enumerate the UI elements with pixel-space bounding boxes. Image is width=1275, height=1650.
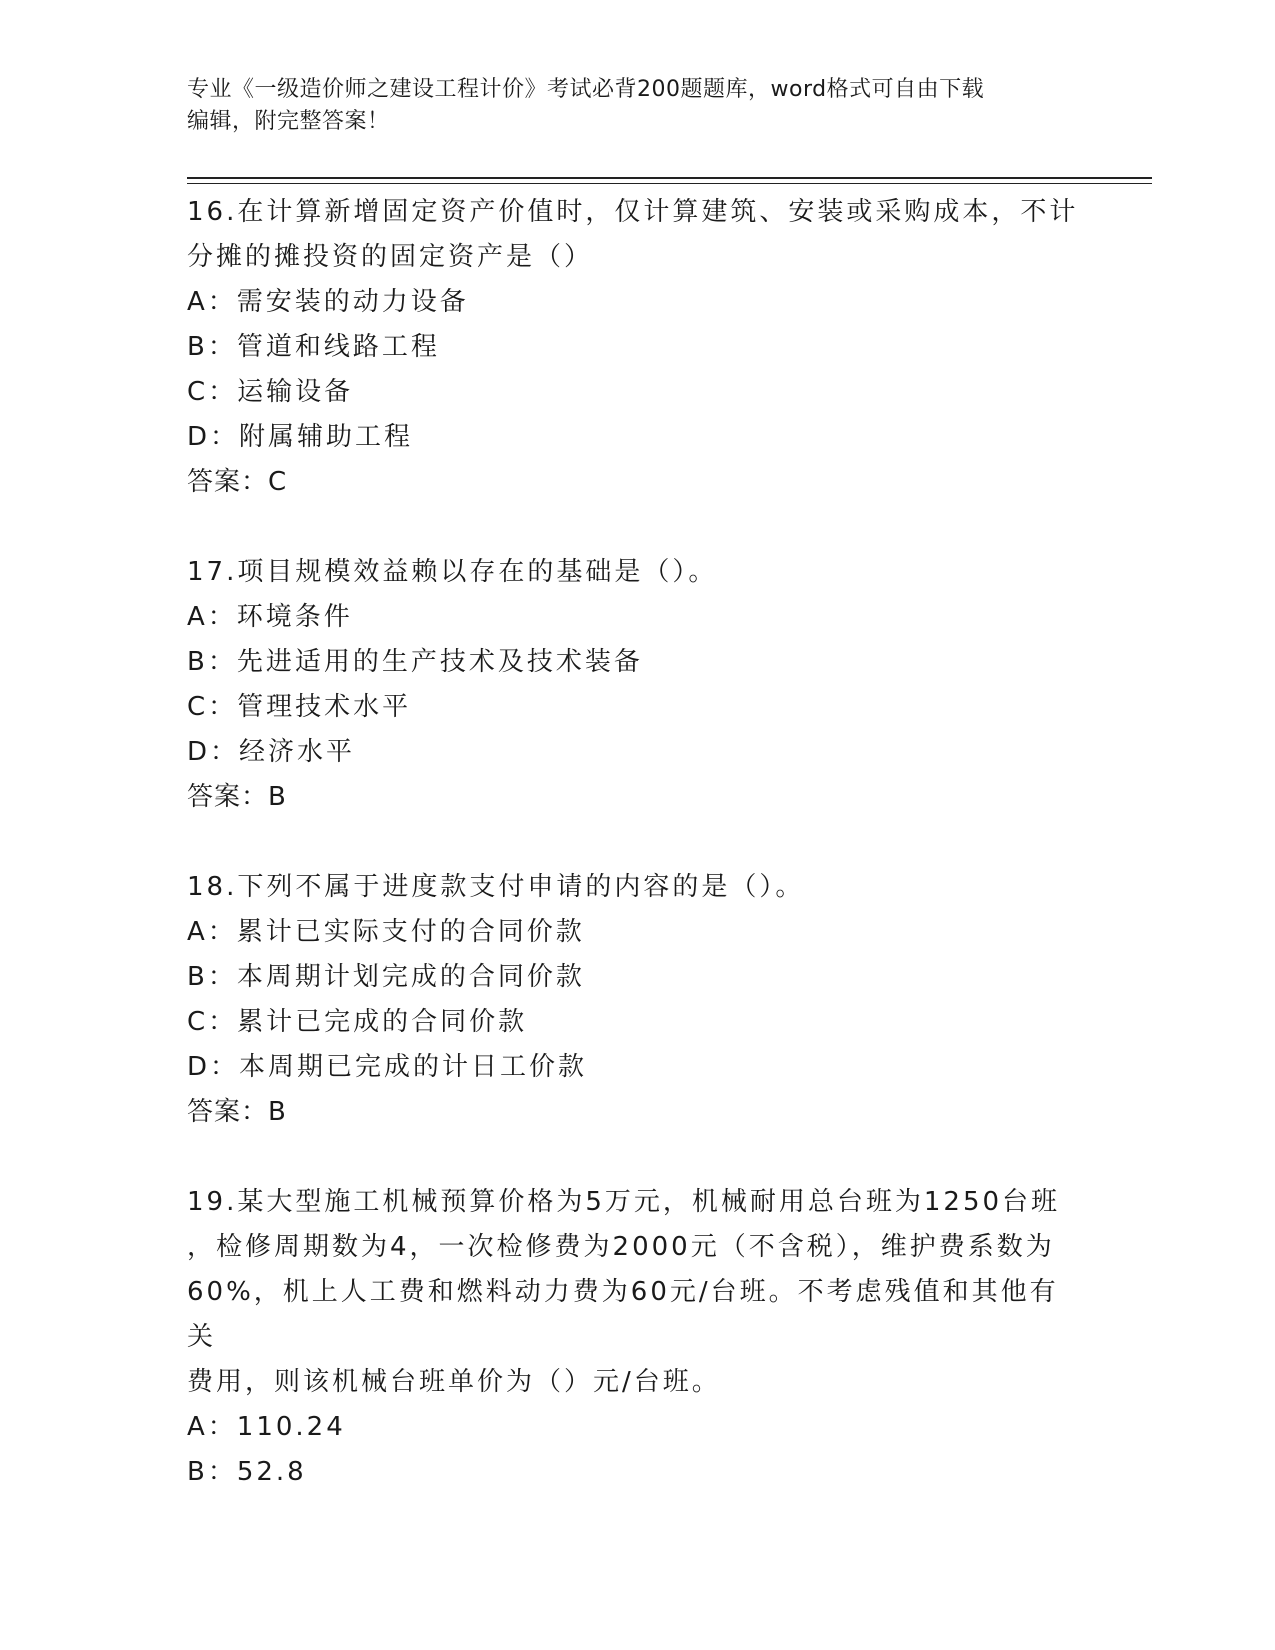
stem-line: ，检修周期数为4，一次检修费为2000元（不含税），维护费系数为 [187,1232,1055,1262]
document-header [187,74,1087,138]
header-line-2: 编辑，附完整答案！ [187,109,390,134]
option-c: C：运输设备 [187,377,354,407]
header-divider-thin [187,183,1152,184]
option-a: A：累计已实际支付的合同价款 [187,917,585,947]
option-a: A：110.24 [187,1412,346,1442]
stem-line: 18.下列不属于进度款支付申请的内容的是（）。 [187,872,805,902]
question-17 [187,550,1087,820]
answer: 答案：B [187,782,287,812]
question-16 [187,190,1087,505]
stem-line: 16.在计算新增固定资产价值时，仅计算建筑、安装或采购成本，不计 [187,197,1079,227]
question-19 [187,1180,1087,1495]
option-d: D：本周期已完成的计日工价款 [187,1052,588,1082]
stem-line: 费用，则该机械台班单价为（）元/台班。 [187,1367,721,1397]
option-b: B：管道和线路工程 [187,332,440,362]
stem-line: 19.某大型施工机械预算价格为5万元，机械耐用总台班为1250台班 [187,1187,1061,1217]
question-list [187,190,1087,1540]
question-18 [187,865,1087,1135]
option-b: B：52.8 [187,1457,307,1487]
question-stem [187,190,1087,280]
answer: 答案：C [187,467,288,497]
question-stem [187,865,1087,910]
option-b: B：本周期计划完成的合同价款 [187,962,585,992]
option-a: A：需安装的动力设备 [187,287,469,317]
question-stem [187,550,1087,595]
option-a: A：环境条件 [187,602,353,632]
header-divider-thick [187,177,1152,179]
header-line-1: 专业《一级造价师之建设工程计价》考试必背200题题库，word格式可自由下载 [187,77,985,102]
option-d: D：附属辅助工程 [187,422,414,452]
option-d: D：经济水平 [187,737,356,767]
question-stem [187,1180,1087,1405]
stem-line: 17.项目规模效益赖以存在的基础是（）。 [187,557,718,587]
option-c: C：管理技术水平 [187,692,412,722]
stem-line: 60%，机上人工费和燃料动力费为60元/台班。不考虑残值和其他有关 [187,1277,1059,1352]
option-b: B：先进适用的生产技术及技术装备 [187,647,643,677]
answer: 答案：B [187,1097,287,1127]
stem-line: 分摊的摊投资的固定资产是（） [187,242,594,272]
option-c: C：累计已完成的合同价款 [187,1007,528,1037]
